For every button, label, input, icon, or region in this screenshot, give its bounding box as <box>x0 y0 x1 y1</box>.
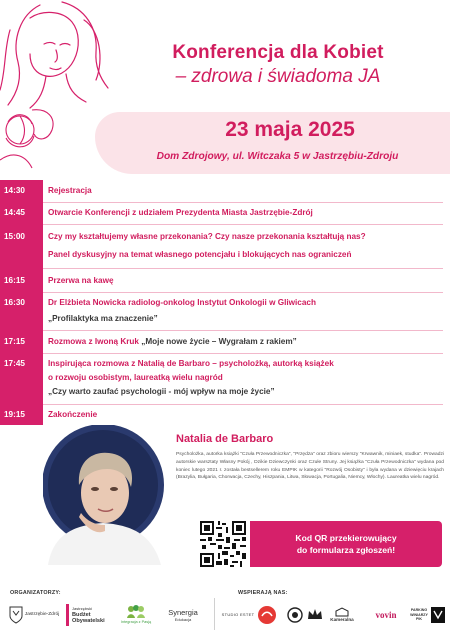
agenda-time: 17:15 <box>4 337 25 346</box>
logo-studio-estet <box>220 601 256 629</box>
agenda-divider <box>43 292 443 293</box>
agenda-time: 16:30 <box>4 298 25 307</box>
building-icon <box>335 607 349 617</box>
agenda-divider <box>43 330 443 331</box>
agenda-line: Czy my kształtujemy własne przekonania? Czy nasze przekonania kształtują nas? <box>48 232 366 241</box>
agenda-line-speaker: Rozmowa z Iwoną Kruk <box>48 337 142 346</box>
logo-budzet-obywatelski <box>66 601 114 629</box>
speaker-photo <box>43 425 173 565</box>
agenda-divider <box>43 268 443 269</box>
logo-caption: Jastrzębie-Zdrój <box>24 612 60 617</box>
agenda-text <box>48 357 446 399</box>
logo-caption: vovin <box>375 610 397 620</box>
registration-qr-code[interactable] <box>198 519 248 569</box>
agenda-divider <box>43 404 443 405</box>
agenda-time: 14:45 <box>4 208 25 217</box>
qr-line-2: do formularza zgłoszeń! <box>296 545 396 555</box>
logo-caption: Kameralna <box>330 617 354 622</box>
organizers-label: ORGANIZATORZY: <box>10 590 61 596</box>
title-line-2: – zdrowa i świadoma JA <box>175 66 381 87</box>
qr-line-1: Kod QR przekierowujący <box>295 533 397 543</box>
logo-parking-pik <box>408 601 430 629</box>
logo-caption: Jastrzębski <box>72 606 93 611</box>
logo-sponsor-circle <box>284 601 306 629</box>
city-crest-icon <box>9 606 23 624</box>
title-line-1: Konferencja dla Kobiet <box>172 42 384 63</box>
agenda-text <box>48 335 446 349</box>
agenda-line: Otwarcie Konferencji z udziałem Prezydenta Miasta Jastrzębie-Zdrój <box>48 208 313 217</box>
logo-vovin <box>364 601 408 629</box>
agenda-time: 16:15 <box>4 276 25 285</box>
people-icon <box>126 605 146 619</box>
agenda-time: 15:00 <box>4 232 25 241</box>
sponsor-emblem-icon <box>287 607 303 623</box>
monogram-icon <box>430 606 446 624</box>
agenda <box>0 180 450 432</box>
speaker-bio: Psycholożka, autorka książki "Czuła Przewodniczka", "Przędza" oraz zbioru wierszy "Krwawnik, miniaek, studka". Prowadzi autorskie warsztaty Własny Pokój , Dzikie Dziewczynki oraz Czułe Struny. Jej książka "Czuła Przewodniczka" wydana pod koniec lutego 2021 r. została bestsellerem roku EMPIK w kategorii "Rozwój Osobisty" i była wydana w dziewięciu krajach (Brazylia, Bułgaria, Chorwacja, Czechy, Hiszpania, Litwa, Słowacja, Portugalia, Niemcy, Włochy). Laureatka wielu nagród. <box>176 452 444 481</box>
logo-kameralna <box>322 601 362 629</box>
agenda-text <box>48 296 446 326</box>
agenda-text <box>48 274 446 288</box>
agenda-line: Przerwa na kawę <box>48 276 114 285</box>
agenda-line: Dr Elżbieta Nowicka radiolog-onkolog Instytut Onkologii w Gliwicach <box>48 298 316 307</box>
agenda-divider <box>43 224 443 225</box>
agenda-time: 14:30 <box>4 186 25 195</box>
sponsor-badge-icon <box>257 605 277 625</box>
event-date: 23 maja 2025 <box>225 118 355 141</box>
conference-title <box>118 42 438 88</box>
logo-caption: Edukacja <box>174 616 192 622</box>
agenda-line: Panel dyskusyjny na temat własnego potencjału i blokujących nas ograniczeń <box>48 250 352 259</box>
qr-call-to-action <box>250 521 442 567</box>
agenda-text <box>48 206 446 220</box>
agenda-line: Inspirująca rozmowa z Natalią de Barbaro – psycholożką, autorką książek <box>48 359 334 368</box>
event-venue: Dom Zdrojowy, ul. Witczaka 5 w Jastrzębiu-Zdroju <box>156 151 399 162</box>
agenda-time: 17:45 <box>4 359 25 368</box>
logo-caption: PARKING WINIARZY PIK <box>410 608 428 622</box>
logo-caption: Integracja z Pasją <box>120 620 152 624</box>
logo-sponsor-mono <box>428 601 448 629</box>
agenda-divider <box>43 202 443 203</box>
logo-sponsor-red <box>254 601 280 629</box>
agenda-line: o rozwoju osobistym, laureatką wielu nagród <box>48 373 223 382</box>
speaker-name: Natalia de Barbaro <box>176 433 274 445</box>
agenda-line-topic: „Moje nowe życie – Wygrałam z rakiem” <box>141 337 297 346</box>
agenda-line: Rejestracja <box>48 186 92 195</box>
agenda-line: „Czy warto zaufać psychologii - mój wpływ na moje życie” <box>48 387 275 396</box>
logo-caption: Budżet Obywatelski <box>72 612 105 624</box>
agenda-line: „Profilaktyka ma znaczenie” <box>48 314 158 323</box>
agenda-text <box>48 230 446 262</box>
agenda-line: Zakończenie <box>48 410 98 419</box>
supporters-label: WSPIERAJĄ NAS: <box>238 590 288 596</box>
footer-divider <box>214 598 215 630</box>
agenda-divider <box>43 353 443 354</box>
logo-caption: Synergia <box>168 607 198 617</box>
logo-caption: STUDIO ESTET <box>221 612 255 617</box>
agenda-text <box>48 408 446 422</box>
agenda-text <box>48 184 446 198</box>
logo-synergia <box>162 601 204 629</box>
logo-jastrzebie-zdroj <box>8 601 60 629</box>
logo-integracja <box>116 601 156 629</box>
agenda-time: 19:15 <box>4 410 25 419</box>
